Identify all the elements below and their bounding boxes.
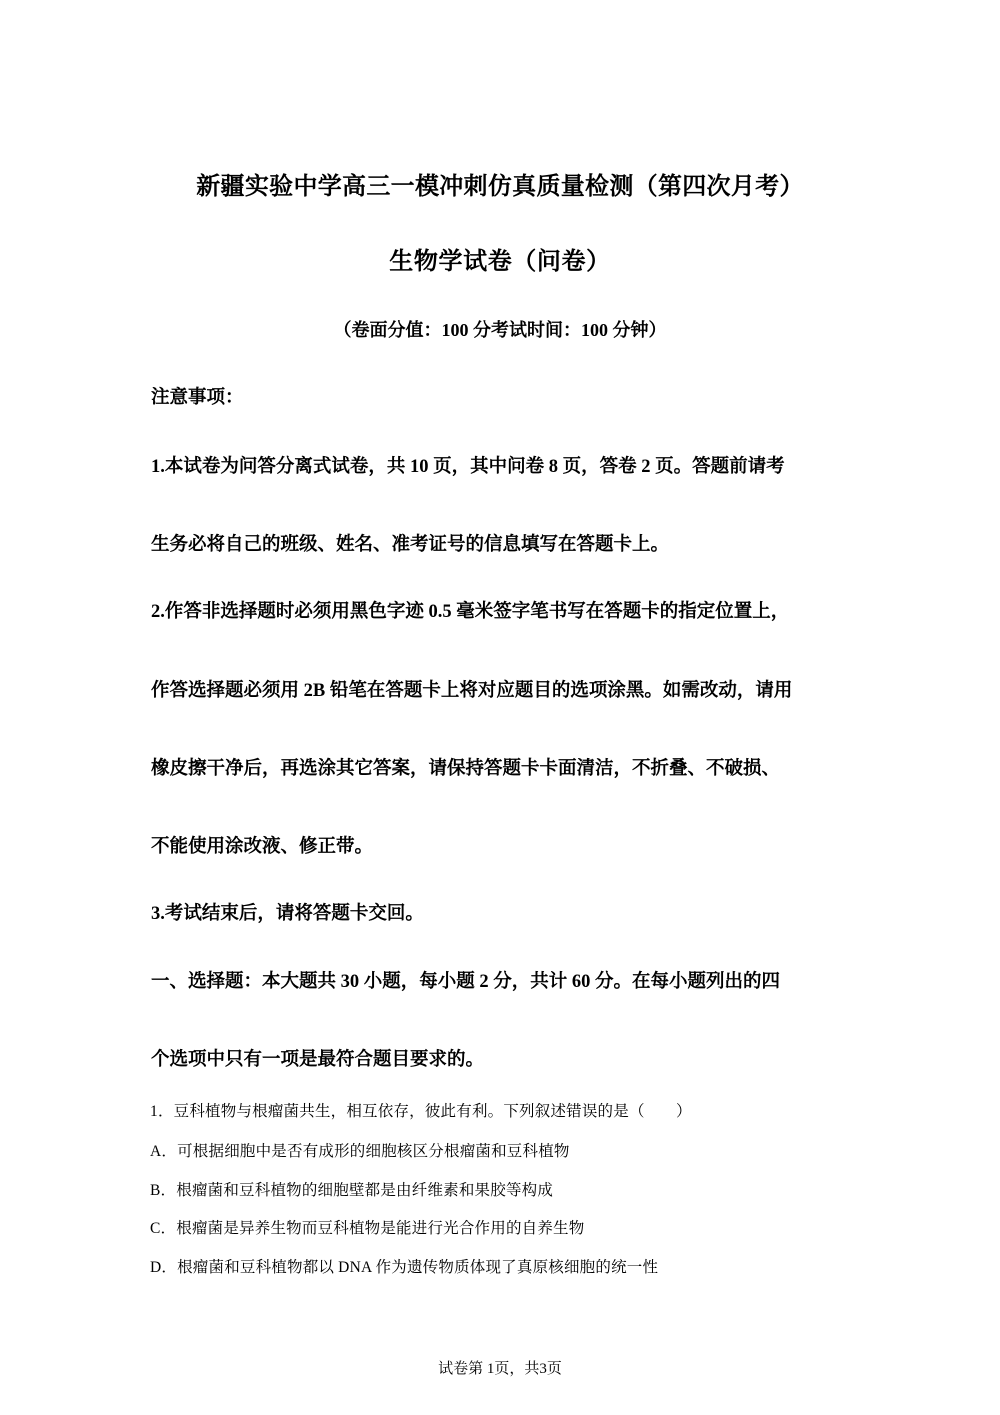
section-heading: 一、选择题：本大题共 30 小题，每小题 2 分，共计 60 分。在每小题列出的四 — [151, 972, 781, 992]
notice-line: 不能使用涂改液、修正带。 — [151, 837, 374, 857]
question-option-a: A．可根据细胞中是否有成形的细胞核区分根瘤菌和豆科植物 — [150, 1143, 570, 1160]
page-footer: 试卷第 1页，共3页 — [438, 1361, 562, 1377]
exam-title: 新疆实验中学高三一模冲刺仿真质量检测（第四次月考） — [196, 174, 804, 200]
notice-line: 1.本试卷为问答分离式试卷，共 10 页，其中问卷 8 页，答卷 2 页。答题前请考 — [151, 457, 785, 477]
question-stem: 1．豆科植物与根瘤菌共生，相互依存，彼此有利。下列叙述错误的是（ ） — [150, 1103, 692, 1120]
exam-subject-title: 生物学试卷（问卷） — [389, 249, 611, 275]
notice-line: 橡皮擦干净后，再选涂其它答案，请保持答题卡卡面清洁，不折叠、不破损、 — [151, 759, 781, 779]
notice-line: 生务必将自己的班级、姓名、准考证号的信息填写在答题卡上。 — [151, 535, 670, 555]
notice-line: 3.考试结束后，请将答题卡交回。 — [151, 904, 424, 924]
notice-line: 2.作答非选择题时必须用黑色字迹 0.5 毫米签字笔书写在答题卡的指定位置上， — [151, 602, 790, 622]
exam-score-time: （卷面分值：100 分考试时间：100 分钟） — [333, 320, 667, 340]
question-option-c: C．根瘤菌是异养生物而豆科植物是能进行光合作用的自养生物 — [150, 1220, 585, 1237]
question-option-b: B．根瘤菌和豆科植物的细胞壁都是由纤维素和果胶等构成 — [150, 1182, 554, 1199]
notice-line: 作答选择题必须用 2B 铅笔在答题卡上将对应题目的选项涂黑。如需改动，请用 — [151, 681, 793, 701]
notice-heading: 注意事项： — [151, 388, 244, 408]
question-option-d: D．根瘤菌和豆科植物都以 DNA 作为遗传物质体现了真原核细胞的统一性 — [150, 1259, 659, 1276]
section-heading-cont: 个选项中只有一项是最符合题目要求的。 — [151, 1050, 485, 1070]
